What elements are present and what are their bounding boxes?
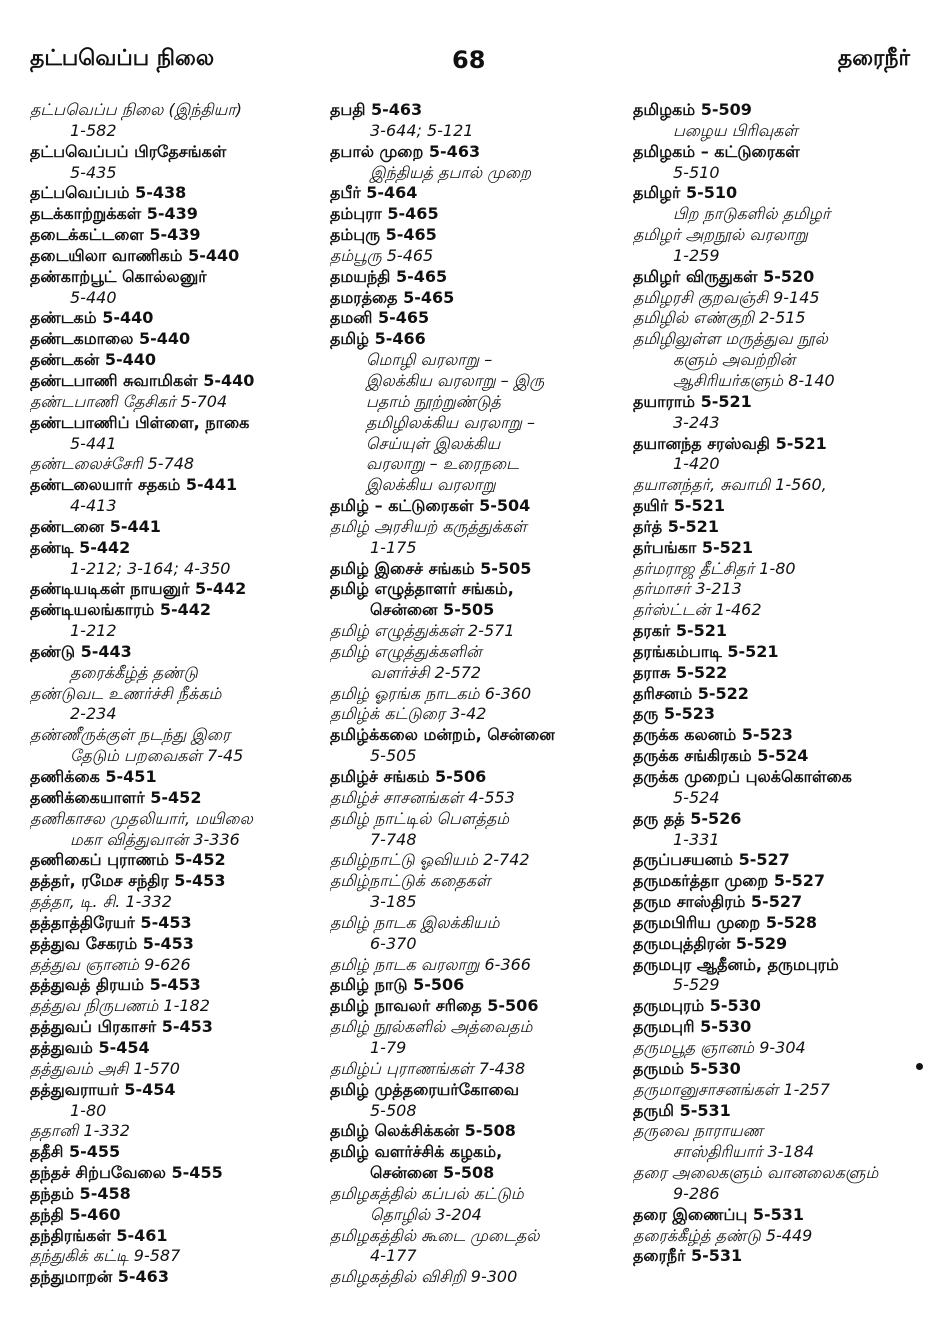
index-entry: ததீசி 5-455 (30, 1142, 121, 1162)
index-entry: 1-420 (673, 454, 720, 474)
index-entry: தரிசனம் 5-522 (633, 683, 749, 703)
index-entry: தத்துவத் திரயம் 5-453 (30, 975, 201, 995)
index-entry: தமிழகம் – கட்டுரைகள் (633, 141, 800, 161)
index-entry: தமிழ் முத்தரையர்கோவை (330, 1079, 520, 1099)
index-entry: தடையிலா வாணிகம் 5-440 (30, 245, 240, 265)
index-entry: தணிக்கை 5-451 (30, 767, 157, 786)
index-entry: தமிழ்ச் சாசனங்கள் 4-553 (330, 787, 515, 807)
index-entry: தத்துவப் பிரகாசர் 5-453 (30, 1017, 213, 1037)
index-entry: தண்டுவட உணர்ச்சி நீக்கம் (30, 683, 222, 703)
index-entry: தண்டனை 5-441 (30, 516, 161, 536)
index-entry: தட்பவெப்பப் பிரதேசங்கள் (30, 141, 227, 161)
index-entry: 5-508 (370, 1100, 417, 1120)
index-entry: தருமபுரி 5-530 (633, 1017, 752, 1037)
index-entry: தத்துவராயர் 5-454 (30, 1079, 176, 1099)
index-entry: தந்திரங்கள் 5-461 (30, 1225, 168, 1245)
index-entry: தட்பவெப்ப நிலை (இந்தியா) (30, 100, 242, 119)
index-entry: 4-177 (370, 1246, 417, 1266)
index-entry: 1-175 (370, 537, 417, 557)
index-entry: தரங்கம்பாடி 5-521 (633, 641, 779, 661)
index-entry: தமிழ் அரசியற் கருத்துக்கள் (330, 516, 527, 536)
index-entry: 1-79 (370, 1037, 407, 1057)
index-entry: தமிழகம் 5-509 (633, 100, 752, 119)
index-entry: 2-234 (70, 704, 117, 724)
index-entry: ஆசிரியர்களும் 8-140 (673, 370, 835, 390)
index-entry: தண்டகம் 5-440 (30, 308, 154, 328)
index-entry: தமிழ்ப் புராணங்கள் 7-438 (330, 1058, 526, 1078)
index-entry: தமிழரசி குறவஞ்சி 9-145 (633, 287, 820, 307)
index-entry: தண்டி 5-442 (30, 537, 131, 557)
index-entry: தரைநீர் 5-531 (633, 1246, 743, 1266)
index-entry: தண்டியடிகள் நாயனுர் 5-442 (30, 579, 247, 599)
index-entry: தருமபுரம் 5-530 (633, 996, 761, 1016)
index-entry: தொழில் 3-204 (370, 1204, 482, 1224)
page-number: 68 (452, 46, 486, 74)
index-entry: 9-286 (673, 1183, 720, 1203)
index-entry: தம்பூரு 5-465 (330, 245, 434, 265)
index-entry: தர்த் 5-521 (633, 516, 719, 536)
index-entry: இலக்கிய வரலாறு – இரு (366, 370, 545, 390)
index-entry: தமிழ் நாடு 5-506 (330, 975, 465, 995)
index-entry: தருமபூத ஞானம் 9-304 (633, 1037, 806, 1057)
index-entry: 3-243 (673, 412, 720, 432)
index-entry: தத்துவ நிருபணம் 1-182 (30, 996, 210, 1016)
index-entry: தமிழ்க் கட்டுரை 3-42 (330, 704, 487, 724)
index-entry: பிற நாடுகளில் தமிழர் (673, 204, 831, 224)
index-column-3 (633, 100, 933, 1267)
index-entry: தருமபிரிய முறை 5-528 (633, 912, 818, 932)
index-entry: தந்துமாறன் 5-463 (30, 1267, 169, 1287)
index-entry: தரும சாஸ்திரம் 5-527 (633, 892, 803, 912)
index-column-1 (30, 100, 330, 1288)
index-entry: தருப்பசயனம் 5-527 (633, 850, 790, 870)
index-entry: இந்தியத் தபால் முறை (370, 162, 532, 182)
index-entry: தண்ணீருக்குள் நடந்து இரை (30, 725, 231, 745)
index-entry: ததானி 1-332 (30, 1121, 130, 1141)
index-entry: 5-524 (673, 787, 720, 807)
index-entry: இலக்கிய வரலாறு (366, 475, 496, 495)
index-entry: தண்டலைச்சேரி 5-748 (30, 454, 195, 474)
index-entry: தந்தி 5-460 (30, 1204, 121, 1224)
index-entry: தேடும் பறவைகள் 7-45 (70, 746, 244, 766)
index-entry: தண்டியலங்காரம் 5-442 (30, 600, 212, 620)
index-entry: தத்துவம் அசி 1-570 (30, 1058, 180, 1078)
page-header (0, 46, 940, 86)
index-entry: தந்துகிக் கட்டி 9-587 (30, 1246, 181, 1266)
index-entry: தத்தர், ரமேச சந்திர 5-453 (30, 871, 226, 891)
index-entry: தமிழ் இசைச் சங்கம் 5-505 (330, 558, 532, 578)
index-entry: தணிகாசல முதலியார், மயிலை (30, 808, 253, 828)
index-entry: தரகர் 5-521 (633, 621, 728, 641)
index-entry: தமிழ் நாவலர் சரிதை 5-506 (330, 996, 539, 1016)
index-entry: தமயந்தி 5-465 (330, 266, 448, 286)
index-entry: தண்காற்பூட் கொல்லனுர் (30, 266, 207, 286)
index-entry: தமிழ் நாடக இலக்கியம் (330, 912, 500, 932)
index-entry: 6-370 (370, 933, 417, 953)
index-entry: 5-529 (673, 975, 720, 995)
index-entry: தண்டு 5-443 (30, 641, 132, 661)
index-entry: 1-212; 3-164; 4-350 (70, 558, 231, 578)
index-entry: சாஸ்திரியார் 3-184 (673, 1142, 815, 1162)
index-entry: தண்டகமாலை 5-440 (30, 329, 191, 349)
index-entry: தமிழிலக்கிய வரலாறு – (366, 412, 536, 432)
index-entry: தர்பங்கா 5-521 (633, 537, 754, 557)
index-entry: வளர்ச்சி 2-572 (370, 662, 482, 682)
index-entry: தபதி 5-463 (330, 100, 423, 119)
index-entry: மகா வித்துவான் 3-336 (70, 829, 240, 849)
index-entry: தந்தம் 5-458 (30, 1183, 131, 1203)
index-entry: தணிகைப் புராணம் 5-452 (30, 850, 226, 870)
index-entry: தமிழர் அறநூல் வரலாறு (633, 225, 808, 245)
index-entry: தம்புரு 5-465 (330, 225, 437, 245)
index-entry: தமிழ் ஓரங்க நாடகம் 6-360 (330, 683, 532, 703)
index-entry: 1-331 (673, 829, 720, 849)
header-right-guideword: தரைநீர் (837, 46, 910, 71)
ink-dot (916, 1063, 923, 1070)
index-entry: தயிர் 5-521 (633, 496, 725, 516)
index-entry: தரைக்கீழ்த் தண்டு 5-449 (633, 1225, 813, 1245)
index-entry: பதாம் நூற்றுண்டுத் (366, 391, 501, 411)
index-entry: தருமானுசாசனங்கள் 1-257 (633, 1079, 830, 1099)
index-entry: தர்ஸ்ட்டன் 1-462 (633, 600, 762, 620)
index-entry: 5-510 (673, 162, 720, 182)
index-entry: தமிழ் எழுத்துக்கள் 2-571 (330, 621, 515, 641)
index-entry: தமிழகத்தில் கூடை முடைதல் (330, 1225, 540, 1245)
index-entry: தயானந்தர், சுவாமி 1-560, (633, 475, 827, 495)
index-entry: தத்தா, டி. சி. 1-332 (30, 892, 172, 912)
index-entry: தரை அலைகளும் வானலைகளும் (633, 1163, 879, 1183)
index-entry: தத்துவ ஞானம் 9-626 (30, 954, 191, 974)
index-entry: தடக்காற்றுக்கள் 5-439 (30, 204, 198, 224)
index-entry: தமிழ்க்கலை மன்றம், சென்னை (330, 725, 555, 745)
index-entry: தமிழ் – கட்டுரைகள் 5-504 (330, 496, 531, 516)
index-entry: பழைய பிரிவுகள் (673, 120, 798, 140)
index-entry: 3-185 (370, 892, 417, 912)
index-entry: தண்டபாணிப் பிள்ளை, நாகை (30, 412, 250, 432)
index-entry: தமிழ் நாடக வரலாறு 6-366 (330, 954, 531, 974)
index-entry: தருமகர்த்தா முறை 5-527 (633, 871, 826, 891)
index-entry: தட்பவெப்பம் 5-438 (30, 183, 187, 203)
index-entry: தபீர் 5-464 (330, 183, 418, 203)
index-entry: தமிழ்நாட்டு ஓவியம் 2-742 (330, 850, 530, 870)
index-entry: தடைக்கட்டளை 5-439 (30, 225, 201, 245)
index-entry: தமிழ் லெக்சிக்கன் 5-508 (330, 1121, 516, 1141)
index-entry: 1-259 (673, 245, 720, 265)
index-entry: தமிழ்நாட்டுக் கதைகள் (330, 871, 491, 891)
index-entry: தமிழ் எழுத்துக்களின் (330, 641, 482, 661)
index-entry: தராசு 5-522 (633, 662, 728, 682)
index-entry: தயாராம் 5-521 (633, 391, 752, 411)
index-entry: 1-582 (70, 120, 117, 140)
index-entry: தண்டபாணி தேசிகர் 5-704 (30, 391, 228, 411)
index-entry: தத்தாத்திரேயர் 5-453 (30, 912, 192, 932)
index-entry: தண்டபாணி சுவாமிகள் 5-440 (30, 370, 255, 390)
index-entry: தத்துவம் 5-454 (30, 1037, 150, 1057)
index-entry: தந்தச் சிற்பவேலை 5-455 (30, 1163, 223, 1183)
index-entry: தமிழிலுள்ள மருத்துவ நூல் (633, 329, 828, 349)
index-entry: தர்மராஜ தீட்சிதர் 1-80 (633, 558, 796, 578)
index-entry: தருமம் 5-530 (633, 1058, 741, 1078)
index-entry: தணிக்கையாளர் 5-452 (30, 787, 202, 807)
index-entry: தரை இணைப்பு 5-531 (633, 1204, 805, 1224)
index-entry: தமிழில் எண்குறி 2-515 (633, 308, 806, 328)
index-entry: தமிழ் வளர்ச்சிக் கழகம், (330, 1142, 503, 1162)
index-column-2 (330, 100, 630, 1288)
index-entry: தண்டலையார் சதகம் 5-441 (30, 475, 238, 495)
index-entry: தமனி 5-465 (330, 308, 430, 328)
index-entry: தருமபுர ஆதீனம், தருமபுரம் (633, 954, 839, 974)
index-entry: தருமி 5-531 (633, 1100, 731, 1120)
index-entry: களும் அவற்றின் (673, 350, 796, 370)
index-entry: தமிழ்ச் சங்கம் 5-506 (330, 767, 487, 786)
index-entry: தமிழர் 5-510 (633, 183, 738, 203)
index-entry: தமிழ் நாட்டில் பௌத்தம் (330, 808, 510, 828)
index-entry: தருக்க முறைப் புலக்கொள்கை (633, 767, 852, 786)
index-entry: 5-435 (70, 162, 117, 182)
index-entry: தமிழர் விருதுகள் 5-520 (633, 266, 815, 286)
index-entry: மொழி வரலாறு – (366, 350, 493, 370)
index-entry: 1-212 (70, 621, 117, 641)
index-entry: 7-748 (370, 829, 417, 849)
index-entry: தத்துவ சேகரம் 5-453 (30, 933, 194, 953)
index-entry: தருமபுத்திரன் 5-529 (633, 933, 788, 953)
index-entry: 5-441 (70, 433, 117, 453)
index-entry: தருக்க சங்கிரகம் 5-524 (633, 746, 809, 766)
index-entry: செய்யுள் இலக்கிய (366, 433, 501, 453)
index-entry: சென்னை 5-505 (370, 600, 495, 620)
index-entry: தண்டகன் 5-440 (30, 350, 157, 370)
index-entry: தரைக்கீழ்த் தண்டு (70, 662, 198, 682)
index-entry: தபால் முறை 5-463 (330, 141, 481, 161)
index-entry: தரு தத் 5-526 (633, 808, 742, 828)
index-entry: தயானந்த சரஸ்வதி 5-521 (633, 433, 827, 453)
index-entry: தரு 5-523 (633, 704, 715, 724)
index-entry: வரலாறு – உரைநடை (366, 454, 519, 474)
index-entry: தமிழகத்தில் விசிறி 9-300 (330, 1267, 518, 1287)
index-entry: தருவை நாராயண (633, 1121, 764, 1141)
index-entry: தமிழகத்தில் கப்பல் கட்டும் (330, 1183, 524, 1203)
index-entry: 5-505 (370, 746, 417, 766)
index-entry: தமிழ் எழுத்தாளர் சங்கம், (330, 579, 514, 599)
index-entry: தருக்க கலனம் 5-523 (633, 725, 793, 745)
header-left-guideword: தட்பவெப்ப நிலை (30, 46, 215, 71)
index-entry: தமிழ் 5-466 (330, 329, 426, 349)
index-entry: தம்புரா 5-465 (330, 204, 439, 224)
index-entry: 1-80 (70, 1100, 107, 1120)
index-entry: சென்னை 5-508 (370, 1163, 495, 1183)
index-entry: தர்மாசர் 3-213 (633, 579, 742, 599)
index-entry: 4-413 (70, 496, 117, 516)
index-entry: 5-440 (70, 287, 117, 307)
index-entry: 3-644; 5-121 (370, 120, 474, 140)
index-entry: தமரத்தை 5-465 (330, 287, 455, 307)
index-entry: தமிழ் நூல்களில் அத்வைதம் (330, 1017, 533, 1037)
